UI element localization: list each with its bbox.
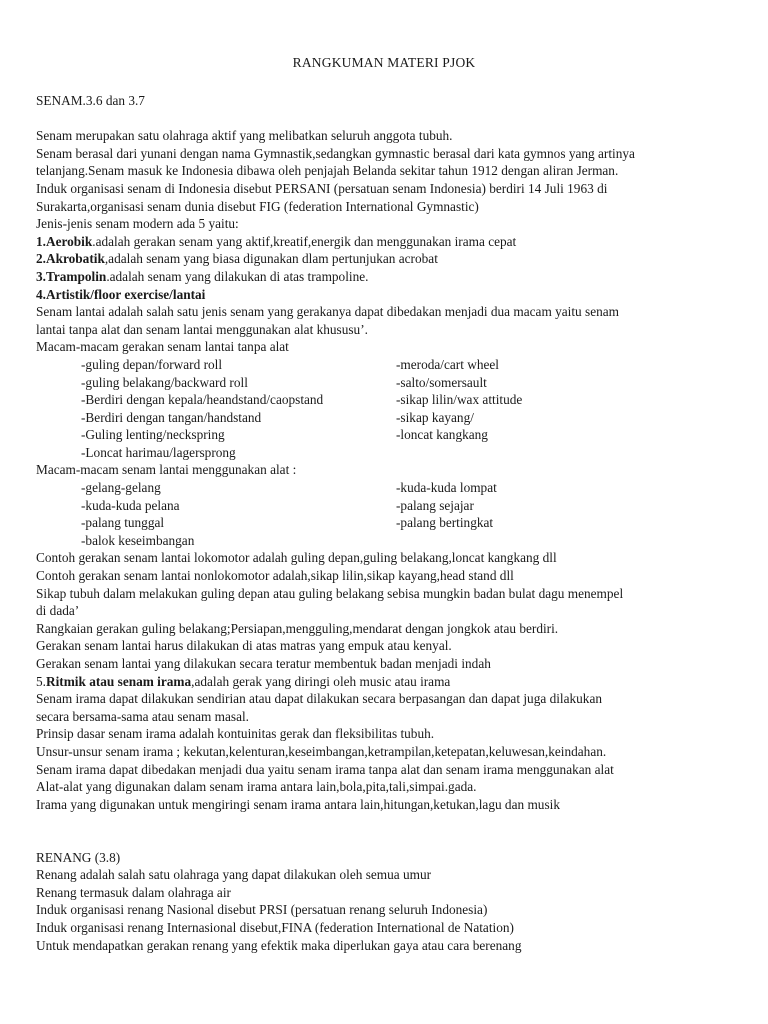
list-cell: -guling belakang/backward roll	[81, 374, 248, 390]
list-item-text: .adalah senam yang dilakukan di atas trampoline.	[106, 268, 369, 284]
list-row	[36, 444, 726, 462]
list-item	[36, 286, 726, 304]
paragraph: Prinsip dasar senam irama adalah kontuinitas gerak dan fleksibilitas tubuh.	[36, 726, 435, 742]
list-cell: -palang sejajar	[396, 497, 474, 513]
paragraph: Macam-macam senam lantai menggunakan alat :	[36, 462, 297, 478]
document-body	[36, 92, 726, 954]
page-title: RANGKUMAN MATERI PJOK	[292, 55, 476, 70]
paragraph: telanjang.Senam masuk ke Indonesia dibawa oleh penjajah Belanda sekitar tahun 1912 dengan aliran Jerman.	[36, 163, 619, 179]
paragraph: Untuk mendapatkan gerakan renang yang efektik maka diperlukan gaya atau cara berenang	[36, 937, 522, 953]
list-cell: -Loncat harimau/lagersprong	[81, 444, 236, 460]
list-item-label: 3.Trampolin	[36, 268, 107, 284]
paragraph: Renang adalah salah satu olahraga yang dapat dilakukan oleh semua umur	[36, 867, 432, 883]
paragraph: Macam-macam gerakan senam lantai tanpa alat	[36, 339, 289, 355]
list-row	[36, 532, 726, 550]
paragraph: Induk organisasi renang Nasional disebut PRSI (persatuan renang seluruh Indonesia)	[36, 902, 488, 918]
paragraph: Surakarta,organisasi senam dunia disebut FIG (federation International Gymnastic)	[36, 198, 479, 214]
paragraph: di dada’	[36, 603, 80, 619]
paragraph: Induk organisasi renang Internasional disebut,FINA (federation International de Natation)	[36, 919, 514, 935]
paragraph: Jenis-jenis senam modern ada 5 yaitu:	[36, 216, 239, 232]
list-cell: -Berdiri dengan tangan/handstand	[81, 409, 262, 425]
paragraph: Induk organisasi senam di Indonesia disebut PERSANI (persatuan senam Indonesia) berdiri 14 Juli 1963 di	[36, 180, 608, 196]
two-column-list-tanpa-alat	[36, 356, 726, 462]
paragraph: Unsur-unsur senam irama ; kekutan,kelenturan,keseimbangan,ketrampilan,ketepatan,keluwesan,keindahan.	[36, 743, 607, 759]
paragraph: Gerakan senam lantai harus dilakukan di atas matras yang empuk atau kenyal.	[36, 638, 452, 654]
list-cell: -loncat kangkang	[396, 427, 488, 443]
list-row	[36, 497, 726, 515]
list-item-number: 5.	[36, 673, 46, 689]
list-item-label: Ritmik atau senam irama	[45, 673, 192, 689]
list-item-label: 1.Aerobik	[36, 233, 93, 249]
section-heading-senam: SENAM.3.6 dan 3.7	[36, 93, 145, 108]
list-cell: -guling depan/forward roll	[81, 356, 223, 372]
list-item-label: 4.Artistik/floor exercise/lantai	[36, 286, 206, 302]
list-row	[36, 409, 726, 427]
list-cell: -sikap kayang/	[396, 409, 474, 425]
list-item	[36, 673, 726, 691]
paragraph: secara bersama-sama atau senam masal.	[36, 708, 250, 724]
list-item	[36, 250, 726, 268]
paragraph: Contoh gerakan senam lantai nonlokomotor adalah,sikap lilin,sikap kayang,head stand dll	[36, 568, 514, 584]
paragraph: Rangkaian gerakan guling belakang;Persiapan,mengguling,mendarat dengan jongkok atau berdiri.	[36, 620, 559, 636]
spacer	[36, 813, 726, 848]
list-row	[36, 426, 726, 444]
paragraph: Senam lantai adalah salah satu jenis senam yang gerakanya dapat dibedakan menjadi dua macam yaitu senam	[36, 304, 619, 320]
list-cell: -Berdiri dengan kepala/heandstand/caopstand	[81, 392, 324, 408]
list-row	[36, 514, 726, 532]
list-cell: -balok keseimbangan	[81, 532, 195, 548]
paragraph: Senam berasal dari yunani dengan nama Gymnastik,sedangkan gymnastic berasal dari kata gymnos yang artinya	[36, 145, 635, 161]
paragraph: Gerakan senam lantai yang dilakukan secara teratur membentuk badan menjadi indah	[36, 656, 491, 671]
list-row	[36, 374, 726, 392]
list-cell: -gelang-gelang	[81, 480, 161, 496]
list-cell: -kuda-kuda pelana	[81, 497, 180, 513]
list-cell	[396, 532, 726, 550]
paragraph: lantai tanpa alat dan senam lantai menggunakan alat khususu’.	[36, 321, 368, 337]
list-cell: -Guling lenting/neckspring	[81, 427, 225, 443]
paragraph: Senam merupakan satu olahraga aktif yang melibatkan seluruh anggota tubuh.	[36, 128, 453, 144]
list-cell	[396, 444, 726, 462]
two-column-list-dengan-alat	[36, 479, 726, 549]
paragraph: Senam irama dapat dibedakan menjadi dua yaitu senam irama tanpa alat dan senam irama menggunakan alat	[36, 761, 614, 777]
paragraph: Contoh gerakan senam lantai lokomotor adalah guling depan,guling belakang,loncat kangkang dll	[36, 550, 557, 566]
list-item	[36, 268, 726, 286]
list-cell: -salto/somersault	[396, 374, 487, 390]
list-cell: -meroda/cart wheel	[396, 356, 499, 372]
list-row	[36, 356, 726, 374]
list-item-text: ,adalah gerak yang diringi oleh music atau irama	[191, 673, 451, 689]
list-item-text: .adalah gerakan senam yang aktif,kreatif,energik dan menggunakan irama cepat	[92, 233, 517, 249]
list-row	[36, 391, 726, 409]
list-cell: -palang bertingkat	[396, 515, 494, 531]
list-row	[36, 479, 726, 497]
list-cell: -sikap lilin/wax attitude	[396, 392, 523, 408]
paragraph: Renang termasuk dalam olahraga air	[36, 884, 231, 900]
list-item-label: 2.Akrobatik	[36, 251, 105, 267]
section-heading-renang: RENANG (3.8)	[36, 849, 121, 865]
spacer	[36, 110, 726, 128]
list-item	[36, 233, 726, 251]
list-item-text: ,adalah senam yang biasa digunakan dlam pertunjukan acrobat	[104, 251, 438, 267]
paragraph: Senam irama dapat dilakukan sendirian atau dapat dilakukan secara berpasangan dan dapat juga dilakukan	[36, 691, 603, 707]
paragraph: Irama yang digunakan untuk mengiringi senam irama antara lain,hitungan,ketukan,lagu dan musik	[36, 796, 560, 812]
paragraph: Alat-alat yang digunakan dalam senam irama antara lain,bola,pita,tali,simpai.gada.	[36, 779, 477, 795]
paragraph: Sikap tubuh dalam melakukan guling depan atau guling belakang sebisa mungkin badan bulat dagu menempel	[36, 585, 624, 601]
list-cell: -kuda-kuda lompat	[396, 480, 497, 496]
list-cell: -palang tunggal	[81, 515, 165, 531]
